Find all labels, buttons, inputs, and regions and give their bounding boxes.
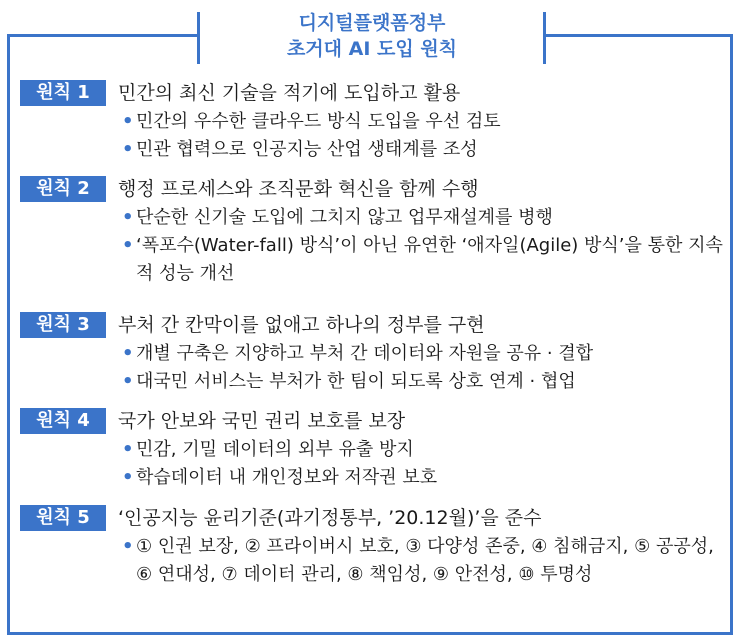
bullet-item: • 학습데이터 내 개인정보와 저작권 보호 <box>118 464 726 492</box>
principle-heading: 행정 프로세스와 조직문화 혁신을 함께 수행 <box>118 178 479 200</box>
bullet-dot-icon: • <box>122 235 134 256</box>
principle-2 <box>20 176 726 288</box>
principle-badge: 원칙 4 <box>20 408 106 434</box>
principle-heading: ‘인공지능 윤리기준(과기정통부, ’20.12월)’을 준수 <box>118 507 542 529</box>
bullet-dot-icon: • <box>122 439 134 460</box>
bullet-item: • 대국민 서비스는 부처가 한 팀이 되도록 상호 연계 · 협업 <box>118 368 726 396</box>
title-line-2: 초거대 AI 도입 원칙 <box>286 38 458 60</box>
principle-heading: 민간의 최신 기술을 적기에 도입하고 활용 <box>118 82 461 104</box>
principle-badge: 원칙 1 <box>20 80 106 106</box>
bullet-dot-icon: • <box>122 536 134 557</box>
principle-badge: 원칙 5 <box>20 505 106 531</box>
page-title <box>200 10 544 62</box>
principle-1 <box>20 80 726 164</box>
principle-badge: 원칙 3 <box>20 312 106 338</box>
bullet-dot-icon: • <box>122 343 134 364</box>
bullet-item: • 단순한 신기술 도입에 그치지 않고 업무재설계를 병행 <box>118 204 726 232</box>
principle-5 <box>20 505 726 623</box>
bullet-item: • 민관 협력으로 인공지능 산업 생태계를 조성 <box>118 136 726 164</box>
principle-heading: 부처 간 칸막이를 없애고 하나의 정부를 구현 <box>118 314 485 336</box>
principle-badge: 원칙 2 <box>20 176 106 202</box>
bullet-dot-icon: • <box>122 111 134 132</box>
bullet-item: • 민감, 기밀 데이터의 외부 유출 방지 <box>118 436 726 464</box>
bullet-dot-icon: • <box>122 467 134 488</box>
principle-bullets <box>118 204 726 288</box>
bullet-item: • 민간의 우수한 클라우드 방식 도입을 우선 검토 <box>118 108 726 136</box>
principle-bullets <box>118 108 726 164</box>
bullet-item: • ① 인권 보장, ② 프라이버시 보호, ③ 다양성 존중, ④ 침해금지, ⑤ 공공성, ⑥ 연대성, ⑦ 데이터 관리, ⑧ 책임성, ⑨ 안전성, ⑩ 투명성 <box>118 533 726 589</box>
principle-bullets <box>118 533 726 589</box>
bullet-dot-icon: • <box>122 139 134 160</box>
bullet-dot-icon: • <box>122 207 134 228</box>
bullet-item: • ‘폭포수(Water-fall) 방식’이 아닌 유연한 ‘애자일(Agile) 방식’을 통한 지속적 성능 개선 <box>118 232 726 288</box>
principle-4 <box>20 408 726 492</box>
principle-heading: 국가 안보와 국민 권리 보호를 보장 <box>118 410 406 432</box>
principle-bullets <box>118 340 726 396</box>
principle-bullets <box>118 436 726 492</box>
bullet-dot-icon: • <box>122 371 134 392</box>
bullet-item: • 개별 구축은 지양하고 부처 간 데이터와 자원을 공유 · 결합 <box>118 340 726 368</box>
title-line-1: 디지털플랫폼정부 <box>298 12 446 34</box>
principle-3 <box>20 312 726 396</box>
